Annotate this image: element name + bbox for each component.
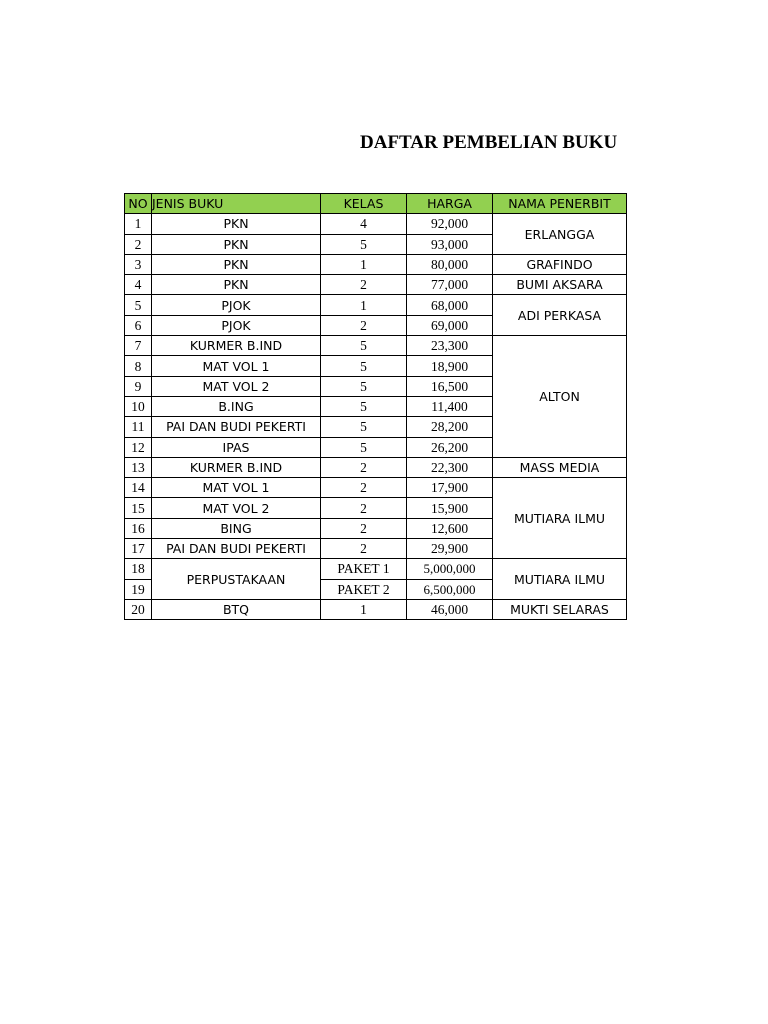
cell-jenis: PAI DAN BUDI PEKERTI [152,417,321,437]
cell-kelas: 2 [321,275,407,295]
cell-jenis: PKN [152,254,321,274]
cell-no: 13 [125,457,152,477]
cell-kelas: 5 [321,437,407,457]
table-header-row [125,194,627,214]
cell-no: 20 [125,599,152,619]
cell-no: 9 [125,376,152,396]
header-nama-penerbit: NAMA PENERBIT [493,194,627,214]
cell-harga: 17,900 [407,478,493,498]
cell-jenis: BING [152,518,321,538]
cell-kelas: 4 [321,214,407,234]
table-row [125,275,627,295]
cell-jenis: MAT VOL 2 [152,498,321,518]
cell-penerbit: GRAFINDO [493,254,627,274]
cell-no: 1 [125,214,152,234]
table-row [125,295,627,315]
header-jenis-buku: JENIS BUKU [152,194,321,214]
cell-harga: 6,500,000 [407,579,493,599]
cell-no: 5 [125,295,152,315]
cell-harga: 11,400 [407,396,493,416]
book-purchase-table [124,193,627,620]
table-row [125,457,627,477]
cell-penerbit: MUKTI SELARAS [493,599,627,619]
header-harga: HARGA [407,194,493,214]
cell-no: 8 [125,356,152,376]
cell-no: 10 [125,396,152,416]
title-container [360,130,625,156]
cell-jenis: PAI DAN BUDI PEKERTI [152,539,321,559]
header-no: NO [125,194,152,214]
cell-no: 14 [125,478,152,498]
cell-kelas: PAKET 2 [321,579,407,599]
cell-penerbit: MUTIARA ILMU [493,478,627,559]
cell-kelas: 2 [321,457,407,477]
cell-harga: 12,600 [407,518,493,538]
cell-harga: 26,200 [407,437,493,457]
cell-jenis: KURMER B.IND [152,336,321,356]
cell-jenis: B.ING [152,396,321,416]
cell-kelas: 1 [321,599,407,619]
table-row [125,254,627,274]
cell-kelas: 2 [321,315,407,335]
cell-harga: 28,200 [407,417,493,437]
cell-harga: 77,000 [407,275,493,295]
cell-kelas: 5 [321,336,407,356]
cell-jenis: PERPUSTAKAAN [152,559,321,600]
cell-harga: 15,900 [407,498,493,518]
cell-jenis: BTQ [152,599,321,619]
cell-jenis: IPAS [152,437,321,457]
cell-no: 6 [125,315,152,335]
cell-no: 7 [125,336,152,356]
table-row [125,599,627,619]
cell-kelas: 5 [321,417,407,437]
cell-harga: 5,000,000 [407,559,493,579]
cell-harga: 69,000 [407,315,493,335]
cell-harga: 80,000 [407,254,493,274]
table-row [125,559,627,579]
cell-kelas: 2 [321,539,407,559]
cell-penerbit: MASS MEDIA [493,457,627,477]
header-kelas: KELAS [321,194,407,214]
cell-jenis: PJOK [152,315,321,335]
cell-jenis: MAT VOL 1 [152,478,321,498]
cell-kelas: 5 [321,356,407,376]
cell-kelas: 1 [321,254,407,274]
cell-kelas: 5 [321,234,407,254]
cell-penerbit: ERLANGGA [493,214,627,255]
cell-harga: 68,000 [407,295,493,315]
cell-harga: 46,000 [407,599,493,619]
cell-jenis: MAT VOL 2 [152,376,321,396]
cell-harga: 29,900 [407,539,493,559]
cell-no: 17 [125,539,152,559]
cell-harga: 23,300 [407,336,493,356]
cell-no: 4 [125,275,152,295]
cell-harga: 92,000 [407,214,493,234]
cell-kelas: 5 [321,376,407,396]
cell-no: 15 [125,498,152,518]
cell-kelas: 1 [321,295,407,315]
cell-penerbit: ADI PERKASA [493,295,627,336]
cell-no: 2 [125,234,152,254]
cell-jenis: PKN [152,275,321,295]
table-row [125,336,627,356]
cell-no: 3 [125,254,152,274]
cell-kelas: 2 [321,478,407,498]
cell-harga: 22,300 [407,457,493,477]
cell-no: 18 [125,559,152,579]
cell-penerbit: BUMI AKSARA [493,275,627,295]
cell-kelas: 5 [321,396,407,416]
cell-penerbit: MUTIARA ILMU [493,559,627,600]
cell-penerbit: ALTON [493,336,627,458]
cell-harga: 93,000 [407,234,493,254]
cell-harga: 16,500 [407,376,493,396]
cell-kelas: 2 [321,498,407,518]
cell-jenis: KURMER B.IND [152,457,321,477]
table-row [125,214,627,234]
cell-harga: 18,900 [407,356,493,376]
cell-no: 19 [125,579,152,599]
cell-jenis: PJOK [152,295,321,315]
cell-jenis: MAT VOL 1 [152,356,321,376]
cell-kelas: 2 [321,518,407,538]
cell-kelas: PAKET 1 [321,559,407,579]
cell-jenis: PKN [152,214,321,234]
page-title: DAFTAR PEMBELIAN BUKU [360,132,618,153]
cell-no: 11 [125,417,152,437]
table-row [125,478,627,498]
cell-no: 16 [125,518,152,538]
cell-jenis: PKN [152,234,321,254]
cell-no: 12 [125,437,152,457]
